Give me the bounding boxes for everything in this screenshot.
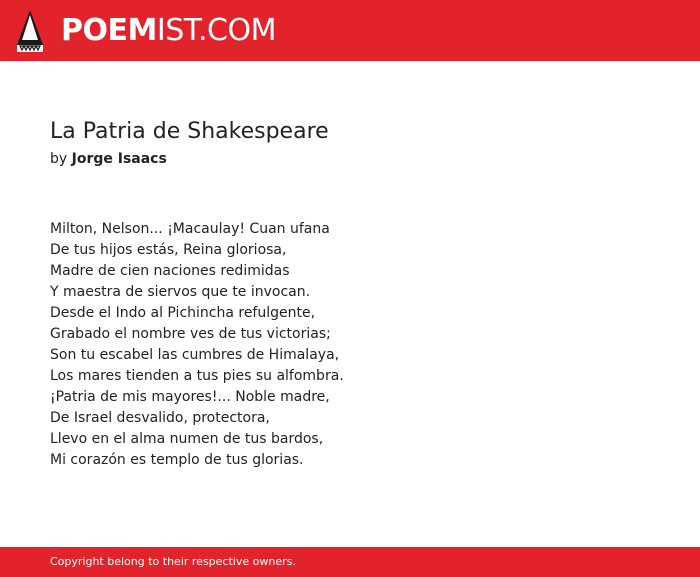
- poem-line: De tus hijos estás, Reina gloriosa,: [50, 242, 287, 258]
- poem-line: Llevo en el alma numen de tus bardos,: [50, 431, 324, 447]
- poem-line: Son tu escabel las cumbres de Himalaya,: [50, 347, 340, 363]
- poem-line: Desde el Indo al Pichincha refulgente,: [50, 305, 316, 321]
- poem-byline: [50, 148, 167, 170]
- site-logo-wordmark[interactable]: [61, 11, 276, 51]
- site-header: [0, 0, 700, 61]
- poem-line: Los mares tienden a tus pies su alfombra.: [50, 368, 344, 384]
- poem-line: Y maestra de siervos que te invocan.: [50, 284, 311, 300]
- byline-label: by: [50, 151, 68, 167]
- site-footer: [0, 547, 700, 577]
- poem-line: Mi corazón es templo de tus glorias.: [50, 452, 304, 468]
- poem-author: Jorge Isaacs: [71, 151, 167, 167]
- poem-line: De Israel desvalido, protectora,: [50, 410, 270, 426]
- poem-line: Milton, Nelson... ¡Macaulay! Cuan ufana: [50, 221, 330, 237]
- logo-wordmark-bold: POEM: [61, 13, 157, 48]
- footer-copyright: Copyright belong to their respective owners.: [50, 555, 296, 568]
- poem-body: [50, 219, 344, 471]
- pencil-tip-icon[interactable]: [17, 10, 43, 52]
- poem-line: ¡Patria de mis mayores!... Noble madre,: [50, 389, 330, 405]
- poem-line: Madre de cien naciones redimidas: [50, 263, 290, 279]
- poem-line: Grabado el nombre ves de tus victorias;: [50, 326, 331, 342]
- logo-wordmark-light: IST.COM: [156, 13, 276, 48]
- poem-title: La Patria de Shakespeare: [50, 119, 329, 144]
